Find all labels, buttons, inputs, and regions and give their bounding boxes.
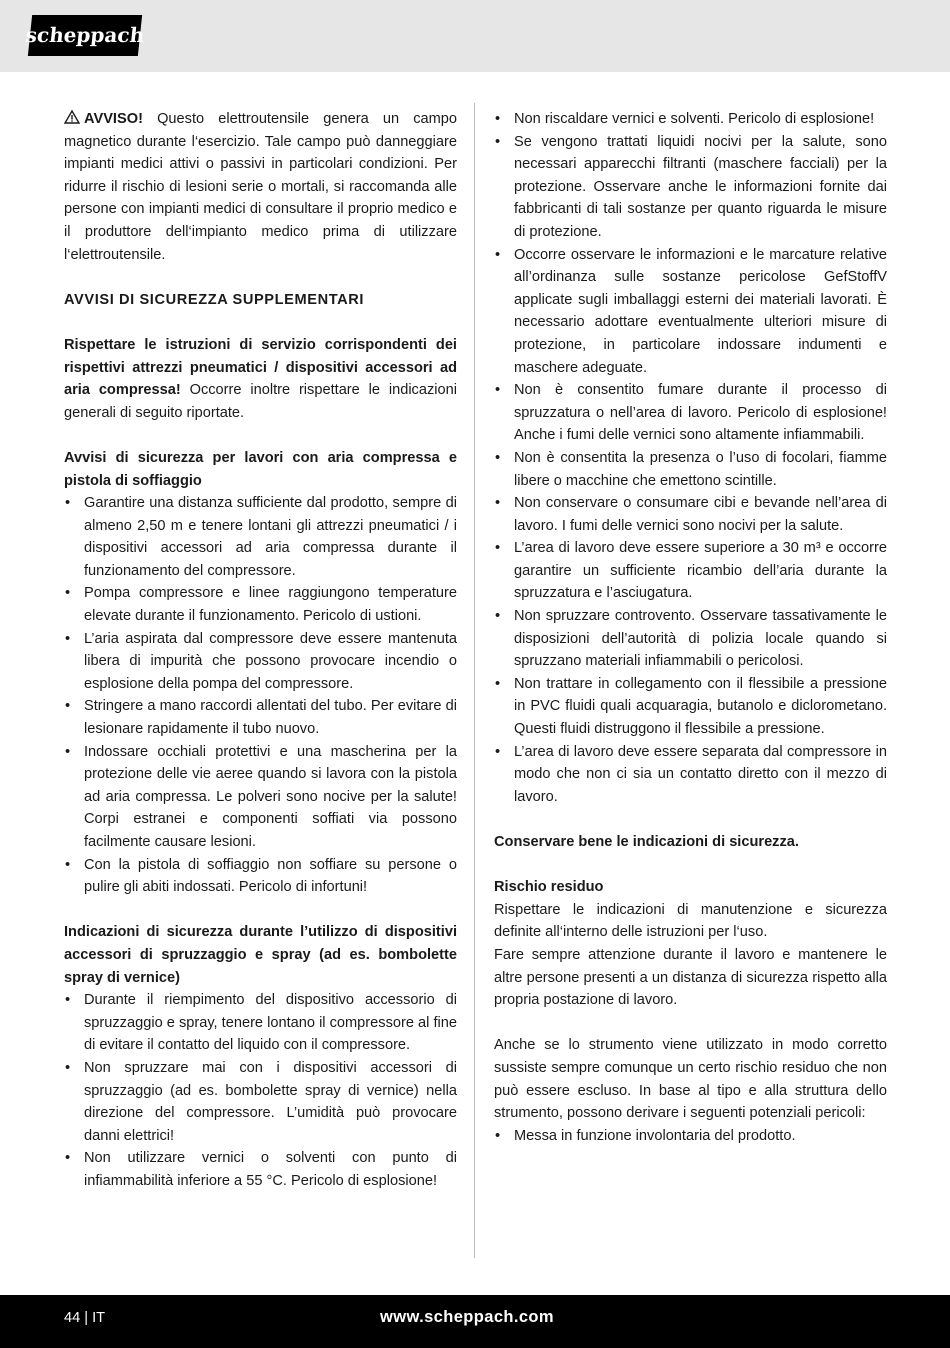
list-item: • Non è consentito fumare durante il processo di spruzzatura o nell’area di lavoro. Pericolo di esplosione! Anche i fumi delle vernici sono altamente infiammabili. — [495, 382, 887, 444]
header-bar — [0, 0, 950, 72]
left-column — [64, 108, 457, 1193]
warning-text: Questo elettroutensile genera un campo magnetico durante l‘esercizio. Tale campo può danneggiare impianti medici attivi o passivi in particolari condizioni. Per ridurre il rischio di lesioni serie o mortali, si raccomanda alle persone con impianti medici di consultare il proprio medico e il produttore dell‘impianto medico prima di utilizzare l‘elettroutensile. — [64, 111, 457, 263]
list-item: • Se vengono trattati liquidi nocivi per la salute, sono necessari apparecchi filtranti (maschere facciali) per la protezione. Osservare anche le informazioni fornite dai fabbricanti di tali sostanze per quanto riguarda le misure di protezione. — [495, 133, 887, 240]
magnetic-warning — [64, 108, 457, 266]
residual-paragraph: Fare sempre attenzione durante il lavoro e mantenere le altre persone presenti a un distanza di sicurezza rispetto alla propria postazione di lavoro. — [494, 946, 887, 1009]
keep-instructions: Conservare bene le indicazioni di sicurezza. — [494, 834, 799, 850]
spray-list-continued — [494, 108, 887, 808]
list-item: • Non spruzzare controvento. Osservare tassativamente le disposizioni dell’autorità di polizia locale quando si spruzzano materiali infiammabili o pericolosi. — [495, 608, 887, 670]
list-item: • L’aria aspirata dal compressore deve essere mantenuta libera di impurità che possono provocare incendio o esplosione della pompa del compressore. — [65, 630, 457, 692]
list-item: • L’area di lavoro deve essere superiore a 30 m³ e occorre garantire un sufficiente ricambio dell’aria durante la spruzzatura e l’asciugatura. — [495, 540, 887, 602]
intro-paragraph — [64, 334, 457, 424]
warning-triangle-icon — [64, 110, 80, 124]
list-item: • L’area di lavoro deve essere separata dal compressore in modo che non ci sia un contatto diretto con il mezzo di lavoro. — [495, 743, 887, 805]
list-item: • Non spruzzare mai con i dispositivi accessori di spruzzaggio (ad es. bombolette spray di vernice) nella direzione del compressore. L’umidità può provocare danni elettrici! — [65, 1059, 457, 1144]
list-item: • Indossare occhiali protettivi e una mascherina per la protezione delle vie aeree quando si lavora con la pistola ad aria compressa. Le polveri sono nocive per la salute! Corpi estranei e componenti soffiati via possono facilmente causare lesioni. — [65, 743, 457, 850]
intro-bold: Rispettare le istruzioni di servizio corrispondenti dei rispettivi attrezzi pneumatici / dispositivi accessori ad aria compressa! — [64, 336, 457, 399]
list-item: • Non trattare in collegamento con il flessibile a pressione in PVC fluidi quali acquaragia, butanolo e diclorometano. Questi fluidi distruggono il flessibile a pressione. — [495, 675, 887, 738]
list-item: • Non è consentita la presenza o l’uso di focolari, fiamme libere o macchine che emettono scintille. — [495, 449, 887, 489]
right-column — [494, 108, 887, 1147]
spray-list — [64, 989, 457, 1192]
air-list — [64, 492, 457, 899]
column-divider — [474, 103, 475, 1258]
list-item: • Con la pistola di soffiaggio non soffiare su persone o pulire gli abiti indossati. Pericolo di infortuni! — [65, 856, 457, 896]
residual-list — [494, 1125, 887, 1148]
residual-paragraph: Rispettare le indicazioni di manutenzione e sicurezza definite all‘interno delle istruzioni per l‘uso. — [494, 901, 887, 941]
spray-heading: Indicazioni di sicurezza durante l’utilizzo di dispositivi accessori di spruzzaggio e spray (ad es. bombolette spray di vernice) — [64, 924, 457, 986]
list-item: • Non utilizzare vernici o solventi con punto di infiammabilità inferiore a 55 °C. Pericolo di esplosione! — [65, 1150, 457, 1189]
residual-heading: Rischio residuo — [494, 879, 604, 896]
list-item: • Non riscaldare vernici e solventi. Pericolo di esplosione! — [495, 111, 875, 127]
air-heading: Avvisi di sicurezza per lavori con aria compressa e pistola di soffiaggio — [64, 449, 457, 489]
list-item: • Durante il riempimento del dispositivo accessorio di spruzzaggio e spray, tenere lontano il compressore al fine di evitare il contatto del liquido con il compressore. — [65, 992, 457, 1054]
intro-rest: Occorre inoltre rispettare le indicazioni generali di seguito riportate. — [64, 382, 457, 421]
list-item: • Garantire una distanza sufficiente dal prodotto, sempre di almeno 2,50 m e tenere lontani gli attrezzi pneumatici / i dispositivi accessori ad aria compressa durante il funzionamento del compressore. — [65, 495, 457, 579]
residual-paragraph: Anche se lo strumento viene utilizzato in modo corretto sussiste sempre comunque un certo rischio residuo che non può essere escluso. In base al tipo e alla struttura dello strumento, possono derivare i seguenti potenziali pericoli: — [494, 1037, 887, 1122]
list-item: • Non conservare o consumare cibi e bevande nell’area di lavoro. I fumi delle vernici sono nocivi per la salute. — [495, 495, 887, 534]
list-item: • Stringere a mano raccordi allentati del tubo. Per evitare di lesionare rapidamente il tubo nuovo. — [65, 698, 457, 738]
footer-bar — [0, 1295, 950, 1348]
list-item: • Messa in funzione involontaria del prodotto. — [495, 1127, 796, 1144]
list-item: • Pompa compressore e linee raggiungono temperature elevate durante il funzionamento. Pericolo di ustioni. — [65, 585, 457, 625]
logo-text: scheppach — [24, 22, 146, 47]
list-item: • Occorre osservare le informazioni e le marcature relative all’ordinanza sulle sostanze pericolose GefStoffV applicate sugli imballaggi esterni dei materiali lavorati. È necessario adottare eventualmente ulteriori misure di protezione, in particolare indossare indumenti e maschere adeguate. — [495, 246, 887, 376]
section-title: AVVISI DI SICUREZZA SUPPLEMENTARI — [64, 291, 365, 308]
warning-label: AVVISO! — [84, 111, 143, 127]
scheppach-logo — [24, 15, 146, 56]
website-link[interactable]: www.scheppach.com — [380, 1308, 554, 1326]
page-number: 44 | IT — [64, 1310, 106, 1326]
